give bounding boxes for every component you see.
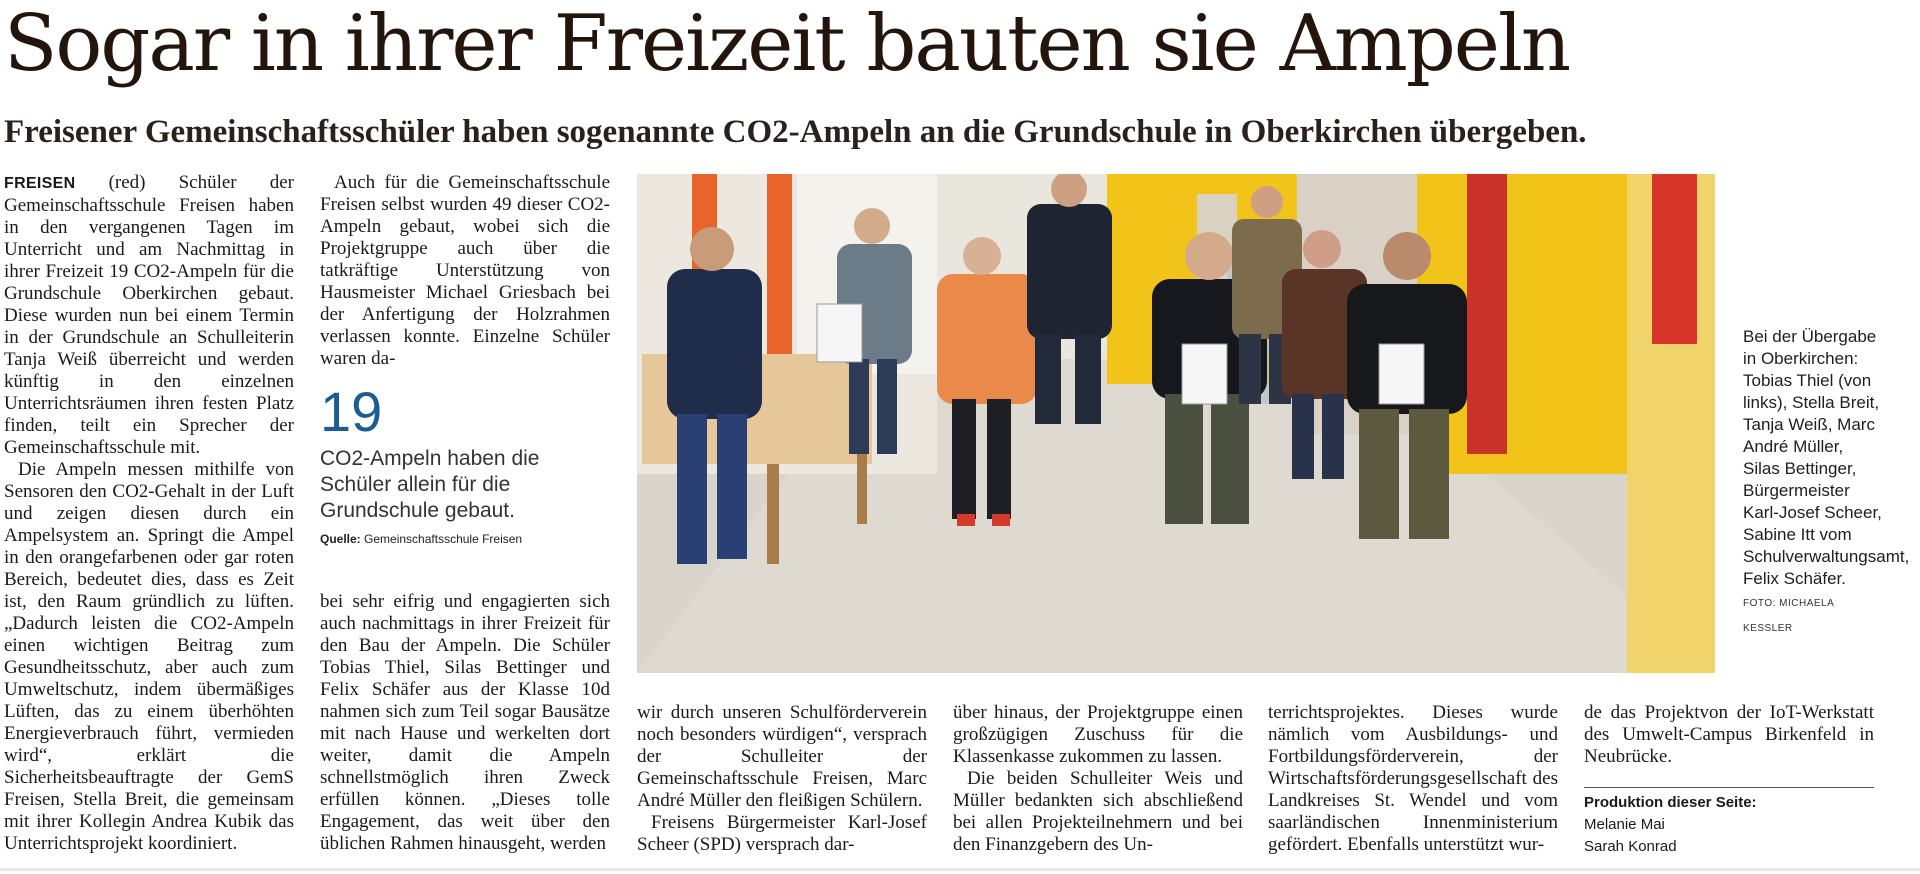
paragraph: Freisens Bürgermeister Karl-Josef Scheer (SPD) versprach dar- bbox=[637, 812, 927, 855]
paragraph: Auch für die Gemeinschaftsschule Freisen selbst wurden 49 dieser CO2-Ampeln gebaut, wobei sich die Projektgruppe auch über die tatkräftige Unterstützung von Hausmeister Michael Griesbach bei der Anfertigung der Holzrahmen verlassen konnte. Einzelne Schüler waren da- bbox=[320, 172, 610, 369]
fact-number: 19 bbox=[320, 380, 383, 443]
fact-box bbox=[320, 382, 610, 546]
fact-source-value: Gemeinschaftsschule Freisen bbox=[364, 532, 523, 546]
production-name: Melanie Mai bbox=[1584, 816, 1665, 833]
article-column-2-bottom bbox=[320, 591, 610, 855]
production-credits bbox=[1584, 787, 1874, 858]
headline: Sogar in ihrer Freizeit bauten sie Ampeln bbox=[4, 0, 1570, 89]
photo-caption bbox=[1743, 326, 1910, 640]
fact-source bbox=[320, 532, 610, 546]
subheadline: Freisener Gemeinschaftsschüler haben sogenannte CO2-Ampeln an die Grundschule in Oberkirchen übergeben. bbox=[4, 114, 1587, 150]
paragraph: über hinaus, der Projektgruppe einen großzügigen Zuschuss für die Klassenkasse zukommen zu lassen. bbox=[953, 702, 1243, 767]
paragraph: de das Projektvon der IoT-Werkstatt des Umwelt-Campus Birkenfeld in Neubrücke. bbox=[1584, 702, 1874, 767]
photo-credit: FOTO: MICHAELA KESSLER bbox=[1743, 598, 1834, 634]
group-photo-image bbox=[637, 174, 1715, 673]
article-column-1 bbox=[4, 172, 294, 855]
production-title: Produktion dieser Seite: bbox=[1584, 794, 1757, 811]
paragraph-text: (red) Schüler der Gemeinschaftsschule Freisen haben in den vergangenen Tagen im Unterricht und am Nachmittag in ihrer Freizeit 19 CO2-Ampeln für die Grundschule Oberkirchen gebaut. Diese wurden nun bei einem Termin in der Grundschule an Schulleiterin Tanja Weiß überreicht und werden künftig in den einzelnen Unterrichtsräumen ihren festen Platz finden, teilt ein Sprecher der Gemeinschaftsschule mit. bbox=[4, 172, 294, 458]
dateline: FREISEN bbox=[4, 175, 76, 192]
bottom-divider bbox=[0, 868, 1920, 871]
article-column-2-top bbox=[320, 172, 610, 370]
paragraph: Die beiden Schulleiter Weis und Müller bedankten sich abschließend bei allen Projekteilnehmern und bei den Finanzgebern des Un- bbox=[953, 768, 1243, 855]
article-column-5 bbox=[1268, 702, 1558, 856]
production-name: Sarah Konrad bbox=[1584, 838, 1677, 855]
fact-text: CO2-Ampeln haben die Schüler allein für die Grundschule gebaut. bbox=[320, 447, 540, 522]
paragraph: terrichtsprojektes. Dieses wurde nämlich vom Ausbildungs- und Fortbildungsförderverein, der Wirtschaftsförderungsgesellschaft des Landkreises St. Wendel und vom saarländischen Innenministerium gefördert. Ebenfalls unterstützt wur- bbox=[1268, 702, 1558, 855]
article-photo bbox=[637, 174, 1715, 673]
article-column-6 bbox=[1584, 702, 1874, 768]
caption-text: Bei der Übergabe in Oberkirchen: Tobias Thiel (von links), Stella Breit, Tanja Weiß, Marc André Müller, Silas Bettinger, Bürgermeister Karl-Josef Scheer, Sabine Itt vom Schulverwaltungsamt, Felix Schäfer. bbox=[1743, 327, 1910, 588]
article-column-4 bbox=[953, 702, 1243, 856]
article-column-3 bbox=[637, 702, 927, 856]
paragraph: Die Ampeln messen mithilfe von Sensoren den CO2-Gehalt in der Luft und zeigen diesen durch ein Ampelsystem an. Springt die Ampel in den orangefarbenen oder gar roten Bereich, bedeutet dies, dass es Zeit ist, den Raum gründlich zu lüften. „Dadurch leisten die CO2-Ampeln einen wichtigen Beitrag zum Gesundheitsschutz, aber auch zum Umweltschutz, indem übermäßiges Lüften, das zu einem überhöhten Energieverbrauch führt, vermieden wird“, erklärt die Sicherheitsbeauftragte der GemS Freisen, Stella Breit, die gemeinsam mit ihrer Kollegin Andrea Kubik das Unterrichtsprojekt koordiniert. bbox=[4, 459, 294, 854]
paragraph: bei sehr eifrig und engagierten sich auch nachmittags in ihrer Freizeit für den Bau der Ampeln. Die Schüler Tobias Thiel, Silas Bettinger und Felix Schäfer aus der Klasse 10d nahmen sich zum Teil sogar Bausätze mit nach Hause und werkelten dort weiter, damit die Ampeln schnellstmöglich ihren Zweck erfüllen können. „Dieses tolle Engagement, das weit über den üblichen Rahmen hinausgeht, werden bbox=[320, 591, 610, 854]
fact-source-label: Quelle: bbox=[320, 532, 361, 546]
paragraph: wir durch unseren Schulförderverein noch besonders würdigen“, versprach der Schulleiter der Gemeinschaftsschule Freisen, Marc André Müller den fleißigen Schülern. bbox=[637, 702, 927, 811]
paragraph bbox=[4, 172, 294, 459]
